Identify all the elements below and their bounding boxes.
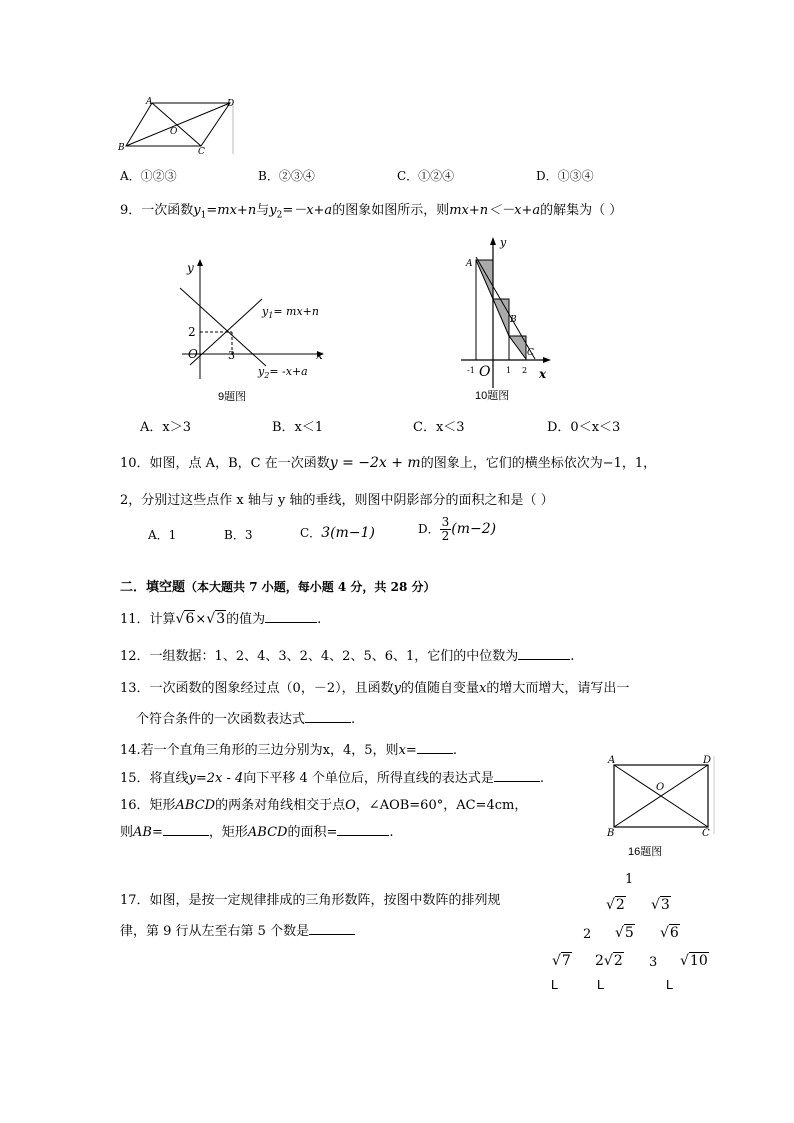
fig10-origin: O [479, 364, 491, 380]
q17-line1: 17．如图，是按一定规律排成的三角形数阵，按图中数阵的排列规 [120, 893, 501, 908]
q10-option-c: C．3(m−1) [300, 525, 375, 541]
q8-option-b: B．②③④ [258, 169, 315, 183]
q13-line2: 个符合条件的一次函数表达式 . [136, 712, 356, 727]
triangle-row4-item2: 2√2 [595, 953, 623, 969]
q10-option-d: D． $\frac{3}{2}$ (m−2) [418, 515, 497, 543]
fig16-label-b: B [607, 828, 615, 839]
q13-answer-blank [305, 722, 351, 723]
diagonal-ac [152, 103, 201, 146]
fig16-label-c: C [702, 828, 710, 839]
fig9-graph [170, 255, 340, 405]
fig16-caption: 16题图 [628, 846, 663, 858]
fig10-shade-a [476, 260, 493, 299]
label-a: A [146, 97, 153, 107]
q15-answer-blank [494, 781, 540, 782]
q9-option-b: B．x＜1 [272, 420, 324, 435]
label-d: D [227, 99, 235, 109]
q14-question: 14.若一个直角三角形的三边分别为x，4，5，则x= . [120, 743, 457, 758]
fig9-origin: O [188, 347, 198, 361]
q17-line2: 律，第 9 行从左至右第 5 个数是 [120, 920, 355, 939]
q11-question: 11．计算√6×√3的值为 . [120, 611, 322, 627]
q9-question: 9．一次函数$y_1=mx+n$与$y_2=-x+a$的图象如图所示，则mx+n＜－x+a的解集为（ ） [120, 203, 623, 221]
fig10-label-a: A [466, 259, 473, 269]
fig16-label-a: A [608, 755, 616, 766]
triangle-row2-item2: √3 [651, 897, 670, 913]
q15-question: 15．将直线y=2x - 4向下平移 4 个单位后，所得直线的表达式是 . [120, 771, 545, 786]
triangle-row3-item2: √5 [615, 925, 634, 941]
triangle-row4-item1: √7 [552, 953, 571, 969]
triangle-row5-item2: L [597, 977, 605, 992]
fig10-line [476, 257, 535, 359]
q8-option-d: D．①③④ [536, 169, 594, 183]
fig16-rectangle [604, 752, 720, 860]
q12-answer-blank [518, 659, 570, 660]
fig10-tick-2: 2 [522, 366, 528, 375]
q16-area-blank [337, 835, 389, 836]
q10-option-b: B．3 [224, 528, 253, 542]
fig10-label-b: B [510, 315, 517, 325]
q9-option-c: C．x＜3 [413, 420, 465, 435]
fig10-tick-neg1: -1 [467, 366, 475, 375]
fig9-tick-3: 3 [228, 349, 235, 362]
fig9-x-label: x [316, 348, 323, 362]
fig9-y-label: y [187, 261, 194, 275]
q14-answer-blank [417, 753, 453, 754]
q8-option-c: C．①②④ [397, 169, 455, 183]
fig10-shade-b [493, 299, 509, 336]
q16-ab-blank [163, 835, 209, 836]
q16-line1: 16．矩形ABCD的两条对角线相交于点O，∠AOB=60°，AC=4cm， [120, 798, 528, 813]
q13-line1: 13．一次函数的图象经过点（0，－2），且函数y的值随自变量x的增大而增大，请写出一 [120, 681, 630, 696]
fig10-caption: 10题图 [475, 390, 510, 402]
q9-option-a: A．x＞3 [140, 420, 191, 435]
triangle-row3-item1: 2 [583, 927, 592, 942]
triangle-row5-item1: L [551, 977, 559, 992]
q8-option-a: A．①②③ [120, 169, 177, 183]
section2-header: 二．填空题（本大题共 7 小题，每小题 4 分，共 28 分） [120, 580, 436, 595]
fig9-caption: 9题图 [218, 391, 247, 403]
q10-line1: 10．如图，点 A，B，C 在一次函数y = −2x + m的图象上，它们的横坐标依次为−1，1， [120, 455, 657, 471]
fig9-tick-2: 2 [188, 325, 196, 339]
fig10-y-label: y [500, 236, 507, 249]
q10-option-a: A．1 [148, 528, 177, 542]
q17-answer-blank [309, 934, 355, 935]
triangle-row3-item3: √6 [660, 925, 679, 941]
diagonal-bd [126, 103, 230, 146]
triangle-row4-item4: √10 [680, 953, 708, 969]
fig10-tick-1: 1 [506, 366, 512, 375]
q11-answer-blank [265, 622, 317, 623]
q16-line2: 则AB= ，矩形ABCD的面积= . [120, 825, 394, 840]
fig10-graph [455, 233, 565, 405]
fig9-label-y1: $y_1= mx+n$ [262, 305, 319, 320]
triangle-row4-item3: 3 [649, 955, 658, 970]
fig10-label-c: C [527, 348, 534, 358]
triangle-row2-item1: √2 [606, 897, 625, 913]
label-o: O [170, 127, 178, 137]
triangle-row5-item3: L [666, 977, 674, 992]
label-c: C [198, 147, 205, 157]
fig16-label-d: D [703, 755, 712, 766]
parallelogram-figure [118, 94, 240, 158]
label-b: B [118, 143, 125, 153]
fig9-label-y2: $y_2= -x+a$ [258, 365, 308, 380]
q10-line2: 2，分别过这些点作 x 轴与 y 轴的垂线，则图中阴影部分的面积之和是（ ） [120, 493, 554, 508]
fig10-x-label: x [539, 367, 547, 381]
fig16-label-o: O [656, 782, 665, 793]
q9-option-d: D．0＜x＜3 [547, 420, 621, 435]
q12-question: 12．一组数据：1、2、4、3、2、4、2、5、6、1，它们的中位数为 . [120, 649, 575, 664]
triangle-row1-item: 1 [625, 872, 634, 887]
